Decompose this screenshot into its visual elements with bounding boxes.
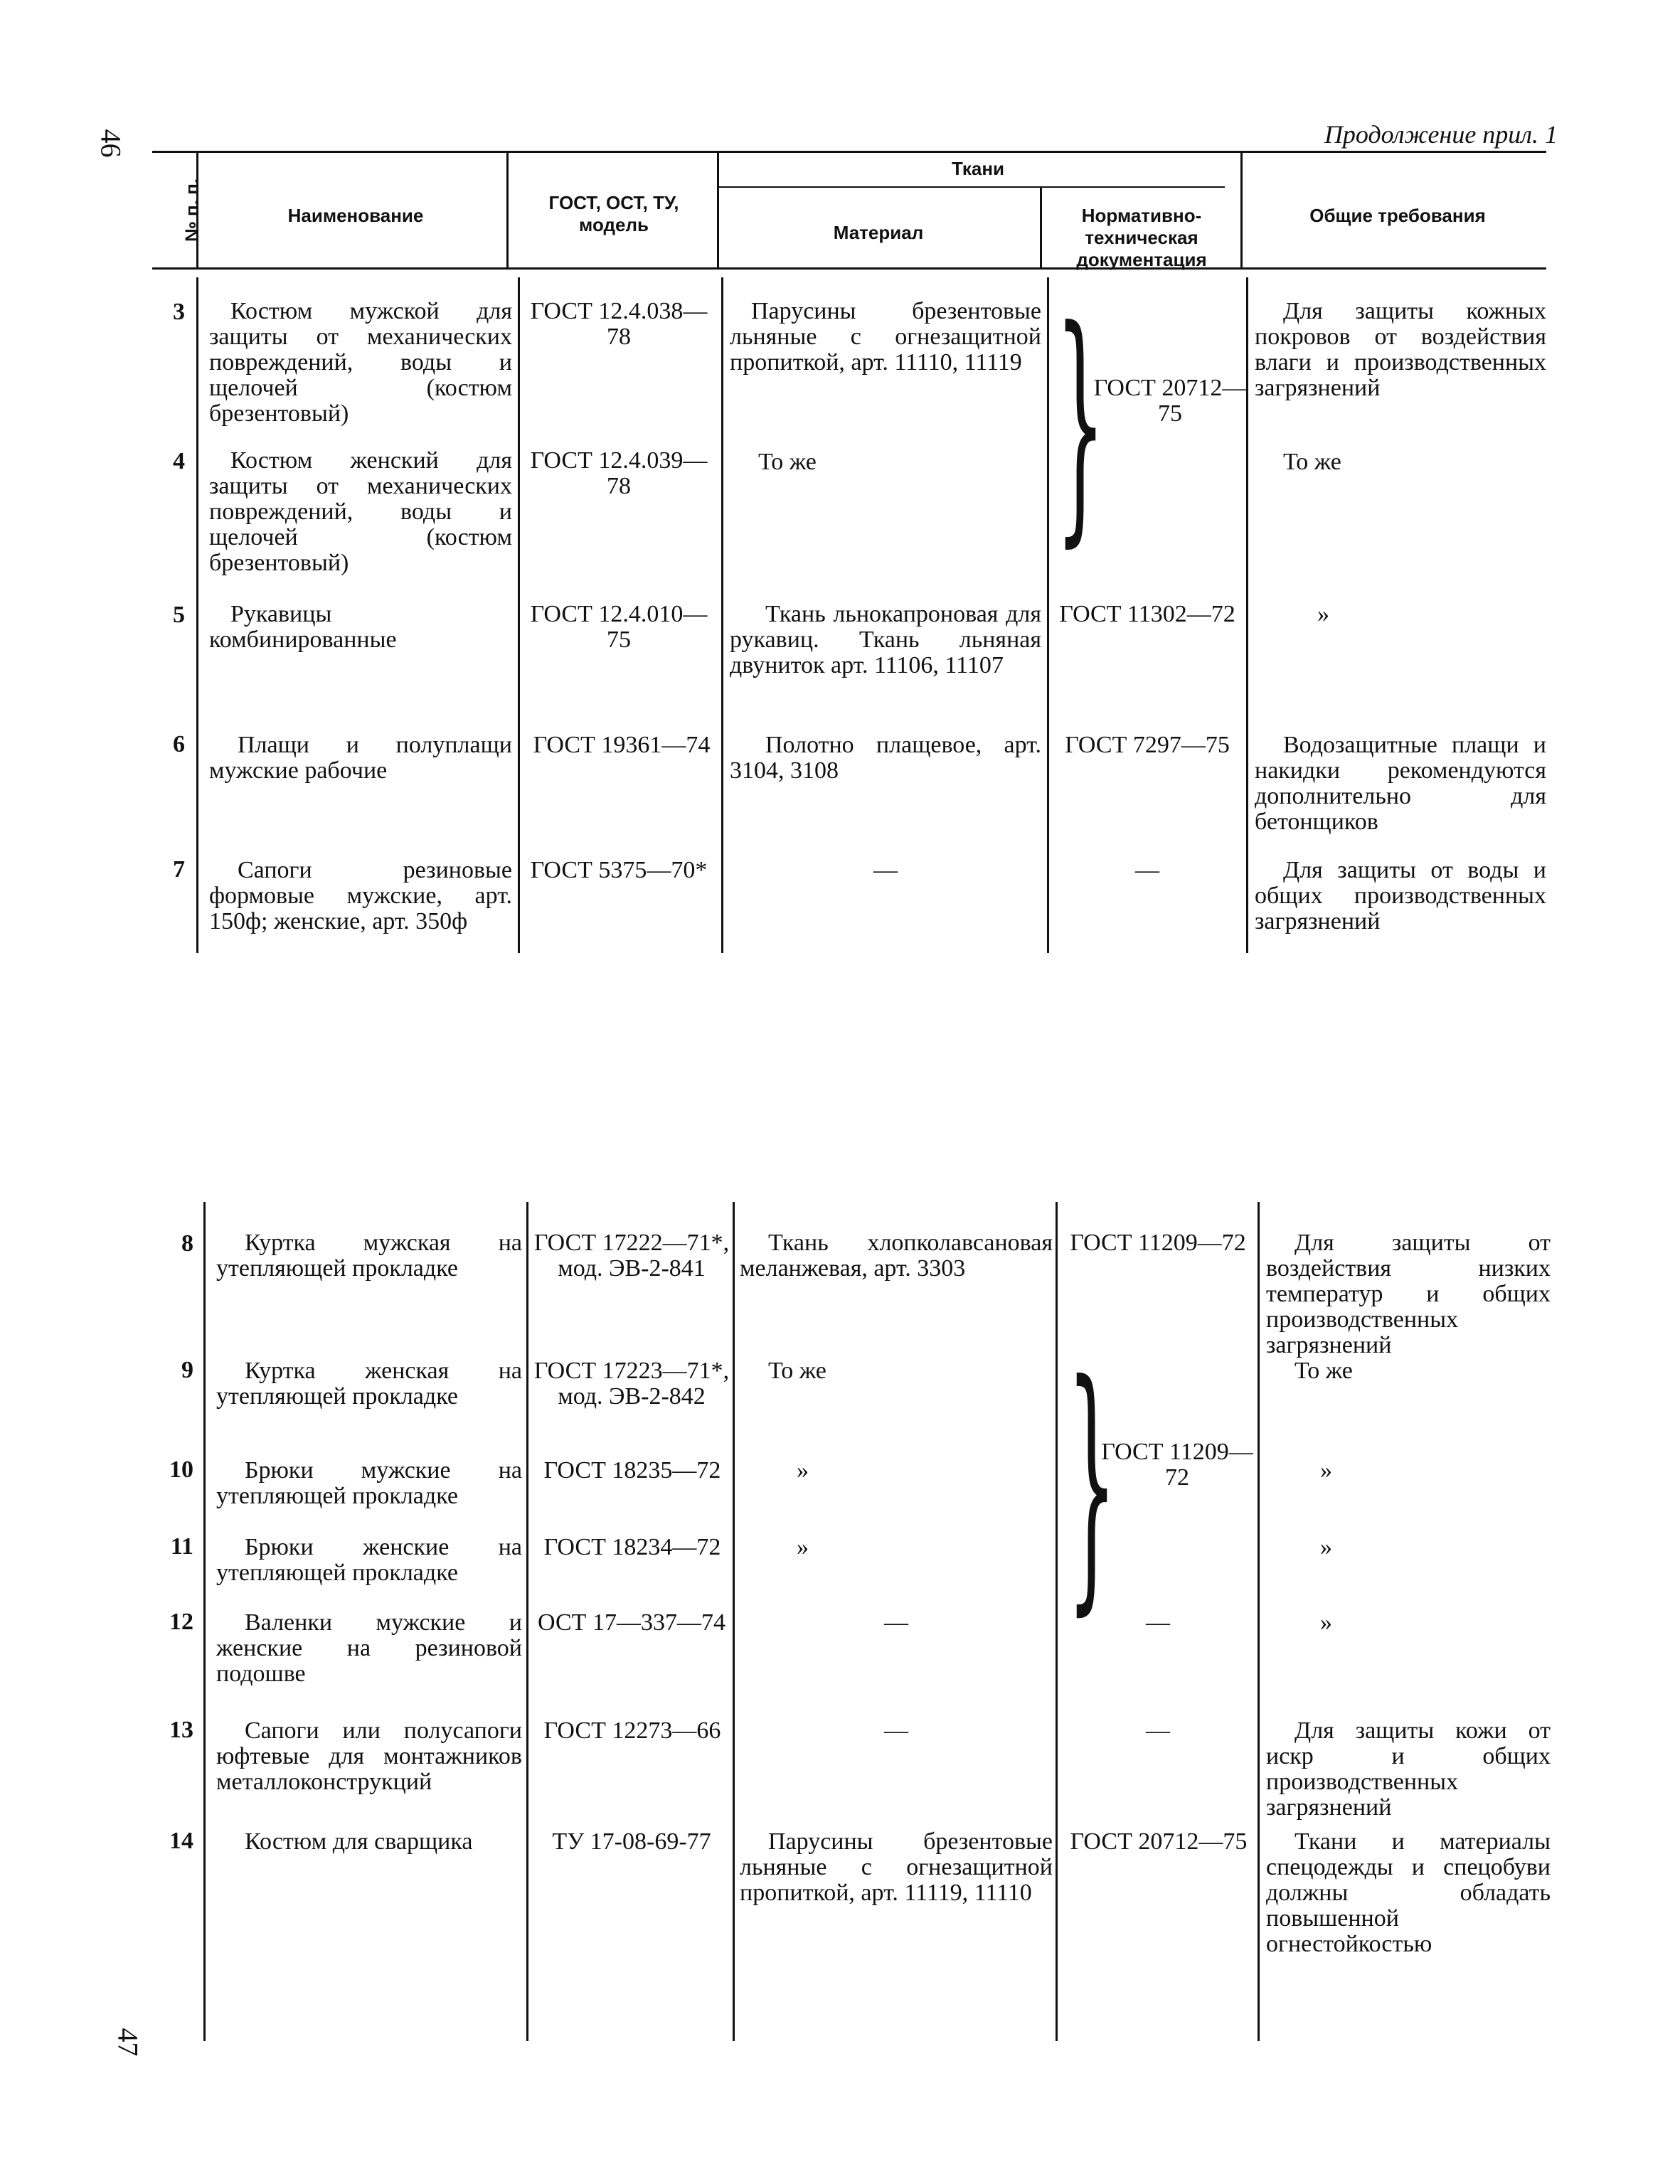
row-name: Куртка мужская на утепляющей прокладке xyxy=(216,1230,522,1282)
row-requirements: То же xyxy=(1283,449,1341,475)
row-requirements: » xyxy=(1317,601,1329,627)
row-number: 6 xyxy=(173,731,185,757)
row-gost: ГОСТ 12.4.038—78 xyxy=(530,298,708,350)
row-gost: ГОСТ 12273—66 xyxy=(543,1717,721,1744)
row-number: 9 xyxy=(181,1357,193,1383)
row-gost: ГОСТ 12.4.010—75 xyxy=(530,601,708,653)
row-number: 3 xyxy=(173,299,185,325)
row-requirements: Для защиты от воды и общих производственных загрязнений xyxy=(1255,857,1546,934)
row-gost: ГОСТ 18234—72 xyxy=(543,1534,721,1560)
header-general: Общие требования xyxy=(1309,205,1486,226)
header-divider xyxy=(1040,186,1042,267)
row-gost: ОСТ 17—337—74 xyxy=(538,1609,725,1636)
header-name: Наименование xyxy=(287,205,424,226)
row-material: » xyxy=(797,1457,809,1483)
row-doc: ГОСТ 11209—72 xyxy=(1070,1230,1246,1256)
row-gost: ТУ 17-08-69-77 xyxy=(552,1828,711,1855)
row-doc: — xyxy=(1135,857,1159,883)
row-material: — xyxy=(884,1609,908,1636)
row-requirements: Водозащитные плащи и накидки рекомендуются дополнительно для бетонщиков xyxy=(1255,732,1546,835)
row-gost: ГОСТ 17223—71*, мод. ЭВ-2-842 xyxy=(533,1358,730,1410)
row-requirements: Для защиты кожи от искр и общих производственных загрязнений xyxy=(1266,1717,1551,1821)
row-requirements: » xyxy=(1320,1457,1332,1483)
row-material: Полотно плащевое, арт. 3104, 3108 xyxy=(730,732,1041,784)
row-material: То же xyxy=(758,449,817,475)
caption: Продолжение прил. 1 xyxy=(1324,120,1558,149)
column-divider xyxy=(1056,1202,1058,2041)
row-number: 11 xyxy=(170,1533,193,1560)
column-divider xyxy=(1258,1202,1260,2041)
header-divider xyxy=(1240,151,1243,267)
header-divider xyxy=(717,151,719,267)
row-name: Валенки мужские и женские на резиновой подошве xyxy=(216,1609,522,1687)
row-material: Парусины брезентовые льняные с огнезащитной пропиткой, арт. 11119, 11110 xyxy=(740,1828,1053,1906)
row-requirements: Ткани и материалы спецодежды и спецобуви должны обладать повышенной огнестойкостью xyxy=(1266,1828,1551,1957)
fabrics-rule xyxy=(718,186,1225,188)
row-material: » xyxy=(797,1534,809,1560)
row-number: 4 xyxy=(173,448,185,474)
row-name: Сапоги резиновые формовые мужские, арт. 150ф; женские, арт. 350ф xyxy=(209,857,512,934)
header-divider xyxy=(506,151,509,267)
row-gost: ГОСТ 18235—72 xyxy=(543,1457,721,1483)
row-name: Брюки мужские на утепляющей прокладке xyxy=(216,1457,522,1509)
row-gost: ГОСТ 12.4.039—78 xyxy=(530,447,708,499)
row-number: 14 xyxy=(169,1828,193,1854)
brace-bottom-doc: ГОСТ 11209—72 xyxy=(1101,1439,1253,1491)
row-material: — xyxy=(884,1717,908,1744)
row-name: Сапоги или полусапоги юфтевые для монтажников металлоконструкций xyxy=(216,1717,522,1795)
column-divider xyxy=(733,1202,735,2041)
row-name: Костюм женский для защиты от механических повреждений, воды и щелочей (костюм брезентовый) xyxy=(209,447,512,576)
row-name: Рукавицы комбинированные xyxy=(209,601,397,653)
row-material: Ткань льнокапроновая для рукавиц. Ткань льняная двуниток арт. 11106, 11107 xyxy=(730,601,1041,678)
row-number: 12 xyxy=(169,1609,193,1635)
row-gost: ГОСТ 5375—70* xyxy=(530,857,708,883)
row-number: 5 xyxy=(173,602,185,628)
row-requirements: Для защиты от воздействия низких температур и общих производственных загрязнений xyxy=(1266,1230,1551,1358)
column-divider xyxy=(1047,277,1049,953)
row-material: — xyxy=(873,857,898,883)
row-material: Ткань хлопколавсановая меланжевая, арт. 3303 xyxy=(740,1230,1053,1282)
row-doc: — xyxy=(1146,1609,1170,1636)
row-number: 8 xyxy=(181,1230,193,1257)
row-gost: ГОСТ 19361—74 xyxy=(533,732,711,758)
page-number-top: 46 xyxy=(95,129,127,158)
row-name: Куртка женская на утепляющей прокладке xyxy=(216,1358,522,1410)
row-doc: ГОСТ 20712—75 xyxy=(1070,1828,1248,1855)
brace-top-doc: ГОСТ 20712—75 xyxy=(1093,375,1247,427)
column-divider xyxy=(526,1202,528,2041)
row-requirements: То же xyxy=(1294,1358,1353,1384)
page-number-bottom: 47 xyxy=(112,2028,144,2057)
row-doc: — xyxy=(1146,1717,1170,1744)
header-material: Материал xyxy=(833,222,924,243)
row-requirements: » xyxy=(1320,1609,1332,1636)
header-gost: ГОСТ, ОСТ, ТУ, модель xyxy=(548,192,679,236)
column-divider xyxy=(721,277,723,953)
header-bottom-rule xyxy=(152,267,1546,270)
row-number: 10 xyxy=(169,1456,193,1483)
row-number: 13 xyxy=(169,1717,193,1743)
row-requirements: Для защиты кожных покровов от воздействия влаги и производственных загрязнений xyxy=(1255,298,1546,401)
row-name: Брюки женские на утепляющей прокладке xyxy=(216,1534,522,1586)
brace-top: } xyxy=(1056,277,1105,568)
row-name: Плащи и полуплащи мужские рабочие xyxy=(209,732,512,784)
header-norm-doc: Нормативно-техническая документация xyxy=(1076,205,1207,271)
column-divider xyxy=(196,277,198,953)
table-top-rule xyxy=(152,151,1546,153)
row-material: Парусины брезентовые льняные с огнезащитной пропиткой, арт. 11110, 11119 xyxy=(730,298,1041,375)
brace-bottom: } xyxy=(1067,1328,1117,1638)
header-num: № п. п. xyxy=(181,178,203,243)
row-material: То же xyxy=(768,1358,826,1384)
row-number: 7 xyxy=(173,856,185,883)
row-name: Костюм мужской для защиты от механических повреждений, воды и щелочей (костюм брезентовый) xyxy=(209,298,512,427)
header-fabrics: Ткани xyxy=(951,158,1005,179)
row-name: Костюм для сварщика xyxy=(245,1828,473,1855)
row-gost: ГОСТ 17222—71*, мод. ЭВ-2-841 xyxy=(533,1230,730,1282)
column-divider xyxy=(518,277,520,953)
row-requirements: » xyxy=(1320,1534,1332,1560)
row-doc: ГОСТ 11302—72 xyxy=(1059,601,1235,627)
column-divider xyxy=(203,1202,206,2041)
row-doc: ГОСТ 7297—75 xyxy=(1065,732,1230,758)
